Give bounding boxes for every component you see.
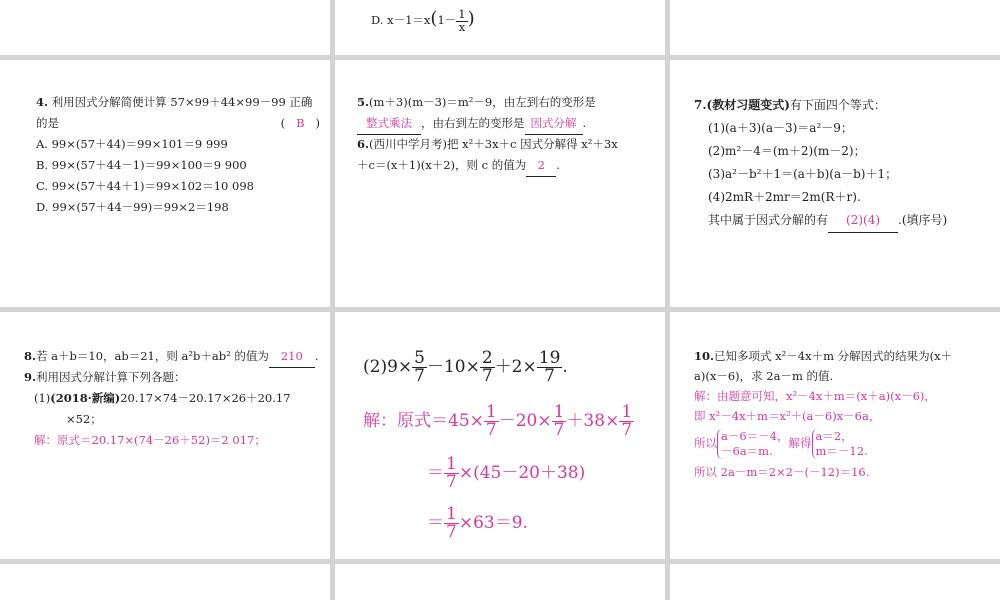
fraction: $\frac{2}{7}$ — [481, 348, 493, 386]
question-8: 8.若 a＋b＝10，ab＝21，则 a²b＋ab² 的值为 210 . — [24, 346, 324, 368]
q4-answer-bracket: ( B ) — [280, 116, 320, 130]
q5-blank-2: 因式分解 — [525, 113, 583, 135]
q6-source: (西川中学月考) — [369, 137, 447, 151]
fraction: $\frac{1}{7}$ — [553, 402, 565, 440]
question-6: 6.(西川中学月考)把 x²＋3x＋c 因式分解得 x²＋3x ＋c＝(x＋1)(x＋2)，则 c 的值为 2 . — [357, 134, 657, 177]
question-7: 7.(教材习题变式)有下面四个等式： (1)(a＋3)(a－3)＝a²－9； (2)m²－4＝(m＋2)(m－2)； (3)a²－b²＋1＝(a＋b)(a－b)＋1； (4)2mR＋2mr＝2m(R＋r). 其中属于因式分解的有 (2)(4) .(填序号) — [694, 94, 994, 233]
fraction: $\frac{1}{x}$ — [458, 7, 466, 34]
option-d-text: D. x－1＝x — [371, 13, 431, 27]
q4-answer: B — [296, 116, 305, 130]
panel-bottom-middle — [335, 564, 665, 600]
q9-part2-solution-line2: ＝ $\frac{1}{7}$ ×(45－20＋38) — [427, 454, 586, 492]
fraction: $\frac{1}{7}$ — [446, 504, 457, 542]
option-d: D. x－1＝x(1－ $\frac{1}{x}$ ) — [371, 7, 475, 34]
q7-item: (3)a²－b²＋1＝(a＋b)(a－b)＋1； — [708, 167, 898, 181]
panel-top-middle — [335, 0, 665, 55]
panel-q4 — [0, 60, 330, 307]
q7-item: (2)m²－4＝(m＋2)(m－2)； — [708, 144, 866, 158]
left-brace: a－6＝－4， －6a＝m. — [717, 429, 789, 459]
q4-option: D. 99×(57＋44－99)＝99×2＝198 — [36, 200, 229, 214]
q5-blank-1: 整式乘法 — [357, 113, 421, 135]
fraction: $\frac{1}{7}$ — [485, 402, 497, 440]
q9-source: (2018·新编) — [50, 391, 121, 405]
q4-option: C. 99×(57＋44＋1)＝99×102＝10 098 — [36, 179, 254, 193]
q7-item: (4)2mR＋2mr＝2m(R＋r). — [708, 190, 861, 204]
q10-system: 所以 a－6＝－4， －6a＝m. 解得 a＝2， m＝－12. — [694, 429, 868, 458]
q4-stem: 利用因式分解简便计算 57×99＋44×99－99 正确 — [51, 95, 313, 109]
panel-bottom-right — [670, 564, 1000, 600]
q6-blank: 2 — [526, 155, 556, 177]
q7-blank: (2)(4) — [828, 209, 898, 233]
q10-solution-line: 即 x²－4x＋m＝x²＋(a－6)x－6a， — [694, 409, 881, 423]
panel-bottom-left — [0, 564, 330, 600]
q10-solution-line: 解：由题意可知，x²－4x＋m＝(x＋a)(x－6)， — [694, 389, 936, 403]
fraction: $\frac{5}{7}$ — [414, 348, 425, 386]
fraction: $\frac{1}{7}$ — [446, 454, 457, 492]
fraction: $\frac{19}{7}$ — [538, 348, 561, 386]
question-9: 9.利用因式分解计算下列各题： (1)(2018·新编)20.17×74－20.17×26＋20.17 ×52； 解：原式＝20.17×(74－26＋52)＝2 017； — [24, 367, 324, 451]
panel-q5-q6 — [335, 60, 665, 307]
panel-q10 — [670, 312, 1000, 559]
panel-top-left — [0, 0, 330, 55]
q4-option: B. 99×(57＋44－1)＝99×100＝9 900 — [36, 158, 247, 172]
panel-q8-q9 — [0, 312, 330, 559]
q7-source: (教材习题变式) — [706, 98, 790, 112]
panel-q9-part2 — [335, 312, 665, 559]
panel-q7 — [670, 60, 1000, 307]
panel-top-right — [670, 0, 1000, 55]
q9-part2-solution-line1: 解：原式＝45× $\frac{1}{7}$ －20× $\frac{1}{7}$ ＋38× $\frac{1}{7}$ — [363, 402, 633, 440]
q4-option: A. 99×(57＋44)＝99×101＝9 999 — [36, 137, 228, 151]
q10-solution-line: 所以 2a－m＝2×2－(－12)＝16. — [694, 465, 870, 479]
fraction: $\frac{1}{7}$ — [621, 402, 633, 440]
left-brace: a＝2， m＝－12. — [812, 429, 868, 459]
q9-part2-expression: (2)9× $\frac{5}{7}$ －10× $\frac{2}{7}$ ＋2× $\frac{19}{7}$ . — [363, 348, 568, 386]
q9-solution-1: 解：原式＝20.17×(74－26＋52)＝2 017； — [34, 433, 266, 447]
question-5: 5.(m＋3)(m－3)＝m²－9，由左到右的变形是 整式乘法 ，由右到左的变形是 因式分解 . — [357, 92, 657, 135]
q7-item: (1)(a＋3)(a－3)＝a²－9； — [708, 121, 853, 135]
question-10: 10.已知多项式 x²－4x＋m 分解因式的结果为(x＋ a)(x－6)，求 2a－m 的值. 解：由题意可知，x²－4x＋m＝(x＋a)(x－6)， 即 x²－4x＋m＝x²＋(a－6)x－6a， 所以 a－6＝－4， －6a＝m. 解得 a＝2， m＝－12. 所以 2a－m＝2×2－(－12)＝16. — [694, 346, 994, 482]
q8-blank: 210 — [269, 346, 315, 368]
q9-part2-solution-line3: ＝ $\frac{1}{7}$ ×63＝9. — [427, 504, 528, 542]
question-4: 4. 利用因式分解简便计算 57×99＋44×99－99 正确 的是 ( B ) A. 99×(57＋44)＝99×101＝9 999 B. 99×(57＋44－1)＝99×100＝9 900 C. 99×(57＋44＋1)＝99×102＝10 098 D. 99×(57＋44－99)＝99×2＝198 — [36, 92, 320, 218]
